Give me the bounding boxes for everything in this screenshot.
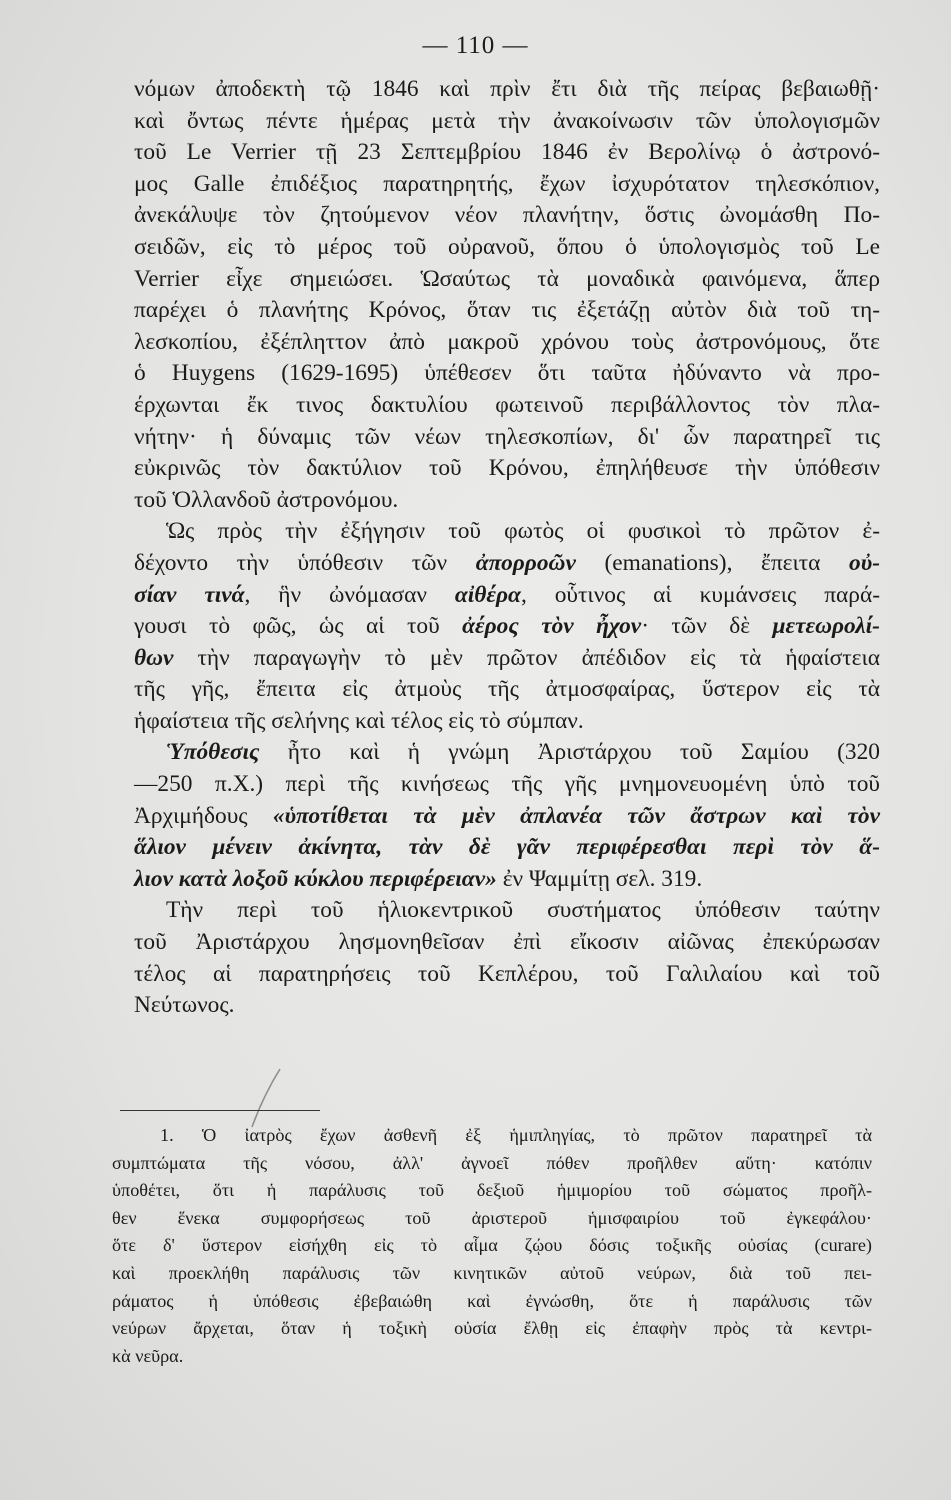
emphasis: ἀέρος τὸν ἦχον: [462, 613, 642, 640]
text-run: γουσι τὸ φῶς, ὡς αἱ τοῦ: [134, 613, 463, 640]
emphasis: Ὑπόθεσις: [166, 739, 260, 766]
text-run: τὴν παραγωγὴν τὸ μὲν πρῶτον ἀπέδιδον εἰς τὰ ἡφαίστεια: [173, 644, 880, 671]
text-line: Τὴν περὶ τοῦ ἡλιοκεντρικοῦ συστήματος ὑπόθεσιν ταύτην: [166, 897, 880, 924]
main-text: [134, 74, 880, 1022]
footnote-line: νεύρων ἄρχεται, ὅταν ἡ τοξικὴ οὐσία ἔλθῃ εἰς ἐπαφὴν πρὸς τὰ κεντρι-: [112, 1318, 872, 1339]
text-line: εὐκρινῶς τὸν δακτύλιον τοῦ Κρόνου, ἐπηλήθευσε τὴν ὑπόθεσιν: [134, 455, 880, 482]
text-line: Ὡς πρὸς τὴν ἐξήγησιν τοῦ φωτὸς οἱ φυσικοὶ τὸ πρῶτον ἐ-: [166, 518, 880, 545]
emphasis: αἰθέρα: [454, 581, 521, 608]
text-line: Νεύτωνος.: [134, 992, 235, 1019]
paragraph-heliocentric: [134, 895, 880, 1021]
footnote-line: 1. Ὁ ἰατρὸς ἔχων ἀσθενῆ ἐξ ἡμιπληγίας, τὸ πρῶτον παρατηρεῖ τὰ: [160, 1125, 872, 1145]
text-line: τοῦ Ὁλλανδοῦ ἀστρονόμου.: [134, 486, 399, 513]
footnote-line: καὶ προεκλήθη παράλυσις τῶν κινητικῶν αὐτοῦ νεύρων, διὰ τοῦ πει-: [112, 1262, 872, 1283]
text-line: —250 π.Χ.) περὶ τῆς κινήσεως τῆς γῆς μνημονευομένη ὑπὸ τοῦ: [134, 771, 880, 798]
text-line: τῆς γῆς, ἔπειτα εἰς ἀτμοὺς τῆς ἀτμοσφαίρας, ὕστερον εἰς τὰ: [134, 676, 880, 703]
text-line: ἡφαίστεια τῆς σελήνης καὶ τέλος εἰς τὸ σύμπαν.: [134, 707, 584, 734]
text-line: έρχωνται ἔκ τινος δακτυλίου φωτεινοῦ περιβάλλοντος τὸν πλα-: [134, 391, 880, 418]
paragraph-neptune-saturn: [134, 74, 880, 516]
text-line: [134, 643, 880, 675]
emphasis: θων: [134, 644, 174, 671]
text-line: [134, 832, 880, 864]
text-run: ἐν Ψαμμίτῃ σελ. 319.: [496, 865, 703, 892]
text-line: νήτην· ἡ δύναμις τῶν νέων τηλεσκοπίων, δι' ὧν παρατηρεῖ τις: [134, 423, 880, 450]
text-run: , οὗτινος αἱ κυμάνσεις παρά-: [520, 581, 880, 608]
footnote-line: ὅτε δ' ὕστερον εἰσήχθη εἰς τὸ αἷμα ζῴου δόσις τοξικῆς οὐσίας (curare): [112, 1235, 872, 1256]
text-line: τοῦ Le Verrier τῇ 23 Σεπτεμβρίου 1846 ἐν Βερολίνῳ ὁ ἀστρονό-: [134, 139, 880, 166]
emphasis: «ὑποτίθεται τὰ μὲν ἀπλανέα τῶν ἄστρων καὶ τὸν: [272, 802, 881, 829]
text-line: Verrier εἶχε σημειώσει. Ὡσαύτως τὰ μοναδικὰ φαινόμενα, ἅπερ: [134, 265, 880, 292]
emphasis: ἅλιον μένειν ἀκίνητα, τὰν δὲ γᾶν περιφέρεσθαι περὶ τὸν ἅ-: [134, 834, 880, 861]
footnote-line: ὑποθέτει, ὅτι ἡ παράλυσις τοῦ δεξιοῦ ἡμιμορίου τοῦ σώματος προῆλ-: [112, 1180, 872, 1201]
text-run: , ἣν ὠνόμασαν: [244, 581, 455, 608]
footnote: [112, 1122, 872, 1370]
text-run: ἦτο καὶ ἡ γνώμη Ἀριστάρχου τοῦ Σαμίου (320: [259, 739, 880, 766]
footnote-line: συμπτώματα τῆς νόσου, ἀλλ' ἀγνοεῖ πόθεν προῆλθεν αὕτη· κατόπιν: [112, 1152, 872, 1173]
text-line: ἀνεκάλυψε τὸν ζητούμενον νέον πλανήτην, ὅστις ὠνομάσθη Πο-: [134, 202, 880, 229]
text-line: σειδῶν, εἰς τὸ μέρος τοῦ οὐρανοῦ, ὅπου ὁ ὑπολογισμὸς τοῦ Le: [134, 233, 880, 260]
text-line: μος Galle ἐπιδέξιος παρατηρητής, ἔχων ἰσχυρότατον τηλεσκόπιον,: [134, 170, 880, 197]
text-line: [134, 737, 880, 769]
text-run: · τῶν δὲ: [641, 613, 773, 640]
footnote-line: θεν ἕνεκα συμφορήσεως τοῦ ἀριστεροῦ ἡμισφαιρίου τοῦ ἐγκεφάλου·: [112, 1207, 872, 1228]
emphasis: λιον κατὰ λοξοῦ κύκλου περιφέρειαν»: [134, 865, 497, 892]
text-line: [134, 864, 880, 896]
text-line: νόμων ἀποδεκτὴ τῷ 1846 καὶ πρὶν ἔτι διὰ τῆς πείρας βεβαιωθῇ·: [134, 76, 880, 102]
emphasis: μετεωρολί-: [772, 613, 880, 640]
text-line: [134, 611, 880, 643]
text-line: [134, 548, 880, 580]
text-line: τοῦ Ἀριστάρχου λησμονηθεῖσαν ἐπὶ εἴκοσιν αἰῶνας ἐπεκύρωσαν: [134, 929, 880, 956]
text-run: Ἀρχιμήδους: [134, 802, 273, 829]
text-line: καὶ ὄντως πέντε ἡμέρας μετὰ τὴν ἀνακοίνωσιν τῶν ὑπολογισμῶν: [134, 107, 880, 134]
emphasis: οὐ-: [849, 549, 880, 576]
footnote-line: ράματος ἡ ὑπόθεσις ἐβεβαιώθη καὶ ἐγνώσθη, ὅτε ἡ παράλυσις τῶν: [112, 1290, 872, 1311]
footnote-rule: [120, 1110, 320, 1111]
text-line: λεσκοπίου, ἐξέπληττον ἀπὸ μακροῦ χρόνου τοὺς ἀστρονόμους, ὅτε: [134, 328, 880, 355]
emphasis: σίαν τινά: [134, 581, 245, 608]
text-line: τέλος αἱ παρατηρήσεις τοῦ Κεπλέρου, τοῦ Γαλιλαίου καὶ τοῦ: [134, 960, 880, 987]
paragraph-aristarchus: [134, 737, 880, 895]
text-line: ὁ Huygens (1629-1695) ὑπέθεσεν ὅτι ταῦτα ἠδύναντο νὰ προ-: [134, 360, 880, 387]
text-run: (emanations), ἔπειτα: [575, 549, 850, 576]
footnote-line: κὰ νεῦρα.: [112, 1345, 184, 1366]
page-number: — 110 —: [422, 32, 529, 59]
text-run: δέχοντο τὴν ὑπόθεσιν τῶν: [134, 549, 476, 576]
text-line: [134, 580, 880, 612]
text-line: [134, 801, 880, 833]
paragraph-light-theories: [134, 516, 880, 737]
text-line: παρέχει ὁ πλανήτης Κρόνος, ὅταν τις ἐξετάζῃ αὐτὸν διὰ τοῦ τη-: [134, 297, 880, 324]
emphasis: ἀπορροῶν: [475, 549, 576, 576]
